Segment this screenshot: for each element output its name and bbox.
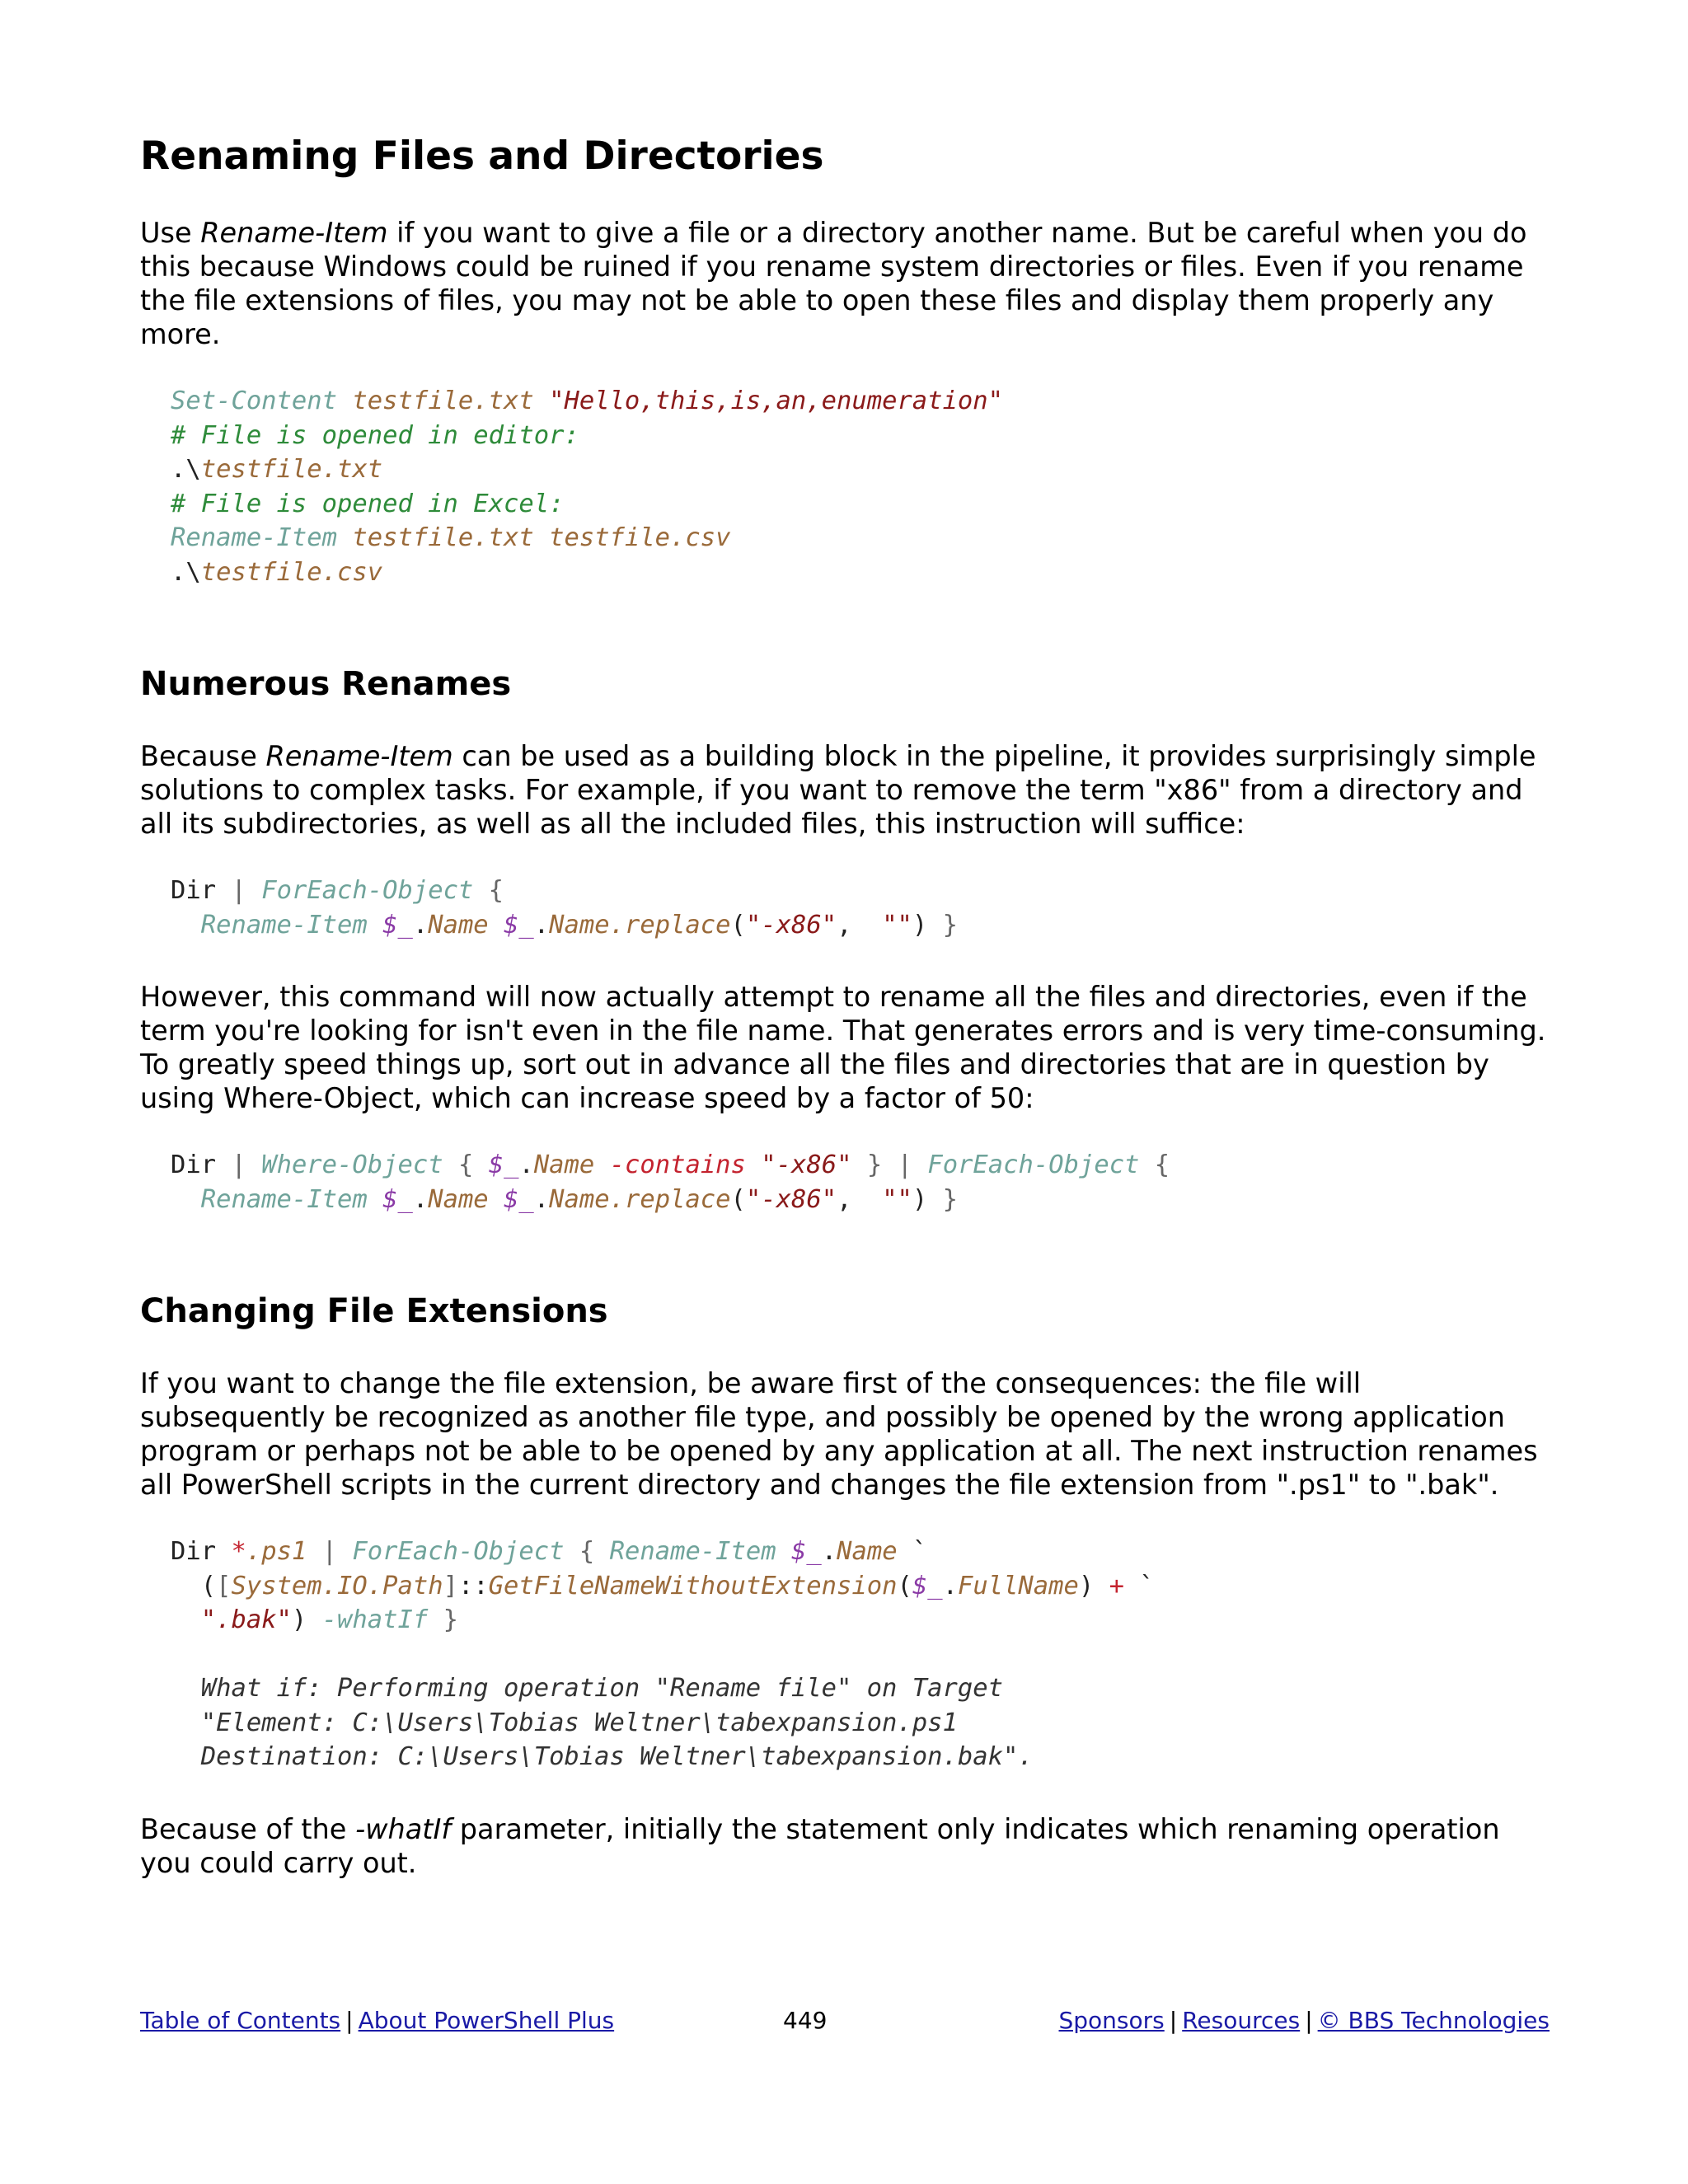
code-plain: (	[200, 1571, 217, 1601]
code-arg: Name	[837, 1537, 898, 1566]
code-punct: {	[488, 876, 504, 905]
footer-left	[140, 2004, 614, 2037]
section-title-extensions: Changing File Extensions	[140, 1292, 608, 1330]
code-plain: .	[533, 910, 550, 940]
code-block-rename	[140, 384, 1550, 589]
code-var: $_	[382, 1184, 413, 1214]
code-punct: |	[321, 1537, 338, 1566]
code-plain: Dir	[171, 876, 217, 905]
code-var: $_	[912, 1571, 943, 1601]
sponsors-link[interactable]: Sponsors	[1058, 2007, 1165, 2034]
code-cmd: ForEach-Object	[927, 1151, 1140, 1179]
text: Because	[140, 740, 266, 772]
about-powershell-plus-link[interactable]: About PowerShell Plus	[358, 2007, 615, 2034]
code-plain: Dir	[171, 1537, 217, 1566]
code-arg: FullName	[957, 1571, 1079, 1601]
code-punct: {	[457, 1151, 474, 1179]
section-title-numerous: Numerous Renames	[140, 665, 512, 703]
code-operator: *	[231, 1537, 246, 1566]
code-plain: )	[912, 1184, 928, 1214]
code-punct: }	[866, 1151, 883, 1179]
code-plain: )	[912, 910, 928, 940]
code-plain: ,	[837, 1184, 852, 1214]
code-arg: Name.replace	[549, 910, 731, 940]
code-block-foreach	[140, 874, 1550, 942]
code-string: ""	[882, 1184, 912, 1214]
paragraph-numerous-1	[140, 739, 1550, 841]
code-plain: )	[291, 1605, 307, 1634]
code-string: "-x86"	[761, 1151, 852, 1179]
code-plain: .	[533, 1184, 550, 1214]
code-plain: .\	[171, 557, 201, 587]
code-cmd: Where-Object	[261, 1151, 443, 1179]
page-number: 449	[783, 2007, 828, 2034]
code-cmd: Set-Content	[171, 387, 337, 415]
code-punct: }	[942, 1184, 959, 1214]
code-comment: # File is opened in editor:	[171, 420, 579, 450]
code-plain: `	[1139, 1571, 1155, 1601]
code-arg: .ps1	[246, 1537, 307, 1566]
code-plain: )	[1078, 1571, 1095, 1601]
code-plain: .	[821, 1537, 837, 1566]
separator: |	[345, 2007, 354, 2034]
page-footer	[140, 2004, 1550, 2037]
code-arg: testfile.txt	[352, 523, 534, 552]
code-plain: .	[518, 1151, 534, 1179]
code-arg: testfile.csv	[200, 557, 383, 587]
code-cmd: Rename-Item	[200, 910, 368, 940]
code-plain: (	[730, 1184, 746, 1214]
code-string: "-x86"	[745, 910, 837, 940]
code-var: $_	[504, 910, 534, 940]
code-var: $_	[791, 1537, 822, 1566]
code-plain: ::	[457, 1571, 489, 1601]
code-block-extension	[140, 1535, 1550, 1774]
footer-right	[1059, 2004, 1550, 2037]
separator: |	[1169, 2007, 1178, 2034]
resources-link[interactable]: Resources	[1182, 2007, 1301, 2034]
code-cmd: Rename-Item	[609, 1537, 776, 1566]
code-cmd: Rename-Item	[200, 1184, 368, 1214]
code-plain: Dir	[171, 1151, 217, 1179]
code-plain: .	[412, 910, 429, 940]
paragraph-extensions-2	[140, 1812, 1550, 1880]
code-plain: (	[897, 1571, 912, 1601]
code-string: ".bak"	[200, 1605, 292, 1634]
code-plain: .\	[171, 455, 201, 484]
code-output: "Element: C:\Users\Tobias Weltner\tabexpansion.ps1	[200, 1708, 958, 1737]
emphasis-rename-item: Rename-Item	[265, 740, 453, 772]
code-plain: (	[730, 910, 746, 940]
code-operator: +	[1109, 1571, 1124, 1601]
code-string: ""	[882, 910, 912, 940]
paragraph-renaming	[140, 216, 1550, 351]
code-punct: {	[1154, 1151, 1170, 1179]
code-arg: testfile.txt	[200, 455, 383, 484]
code-punct: |	[231, 876, 246, 905]
code-block-where	[140, 1148, 1550, 1216]
code-comment: # File is opened in Excel:	[171, 489, 565, 518]
code-arg: GetFileNameWithoutExtension	[488, 1571, 898, 1601]
table-of-contents-link[interactable]: Table of Contents	[140, 2007, 341, 2034]
code-punct: [	[216, 1571, 232, 1601]
code-arg: Name	[428, 1184, 489, 1214]
text: Use	[140, 217, 201, 249]
separator: |	[1305, 2007, 1313, 2034]
code-plain: .	[412, 1184, 429, 1214]
code-string: "-x86"	[745, 1184, 837, 1214]
emphasis-whatif: -whatIf	[355, 1812, 452, 1845]
text: can be used as a building block in the pipeline, it provides surprisingly simple solutions to complex tasks. For example, if you want to remove the term "x86" from a directory and all its subdirectories, as well as all the included files, this instruction will suffice:	[140, 740, 1536, 840]
code-var: $_	[504, 1184, 534, 1214]
code-cmd: ForEach-Object	[352, 1537, 565, 1566]
code-plain: .	[942, 1571, 958, 1601]
code-arg: testfile.txt	[352, 387, 534, 415]
code-plain: ,	[837, 910, 852, 940]
paragraph-numerous-2: However, this command will now actually attempt to rename all the files and directories, even if the term you're looking for isn't even in the file name. That generates errors and is very time-consuming. To greatly speed things up, sort out in advance all the files and directories that are in question by using Where-Object, which can increase speed by a factor of 50:	[140, 981, 1546, 1114]
code-string: "Hello,this,is,an,enumeration"	[549, 387, 1003, 415]
code-cmd: Rename-Item	[171, 523, 337, 552]
code-punct: ]	[443, 1571, 458, 1601]
paragraph-extensions-1: If you want to change the file extension, be aware first of the consequences: the file will subsequently be recognized as another file type, and possibly be opened by the wrong application program or perhaps not be able to be opened by any application at all. The next instruction renames all PowerShell scripts in the current directory and changes the file extension from ".ps1" to ".bak".	[140, 1367, 1538, 1501]
code-arg: Name	[533, 1151, 595, 1179]
code-var: $_	[382, 910, 413, 940]
code-punct: }	[942, 910, 959, 940]
section-title-renaming: Renaming Files and Directories	[140, 134, 824, 179]
code-arg: Name	[428, 910, 489, 940]
code-punct: }	[443, 1605, 458, 1634]
code-output: What if: Performing operation "Rename file" on Target	[200, 1674, 1003, 1703]
code-operator: -contains	[609, 1151, 746, 1179]
code-arg: System.IO.Path	[231, 1571, 443, 1601]
code-var: $_	[488, 1151, 519, 1179]
bbs-technologies-link[interactable]: © BBS Technologies	[1317, 2007, 1550, 2034]
page-content	[140, 132, 1550, 1880]
code-punct: {	[579, 1537, 595, 1566]
code-punct: |	[231, 1151, 246, 1179]
code-arg: testfile.csv	[549, 523, 731, 552]
code-param: -whatIf	[321, 1605, 429, 1634]
text: Because of the	[140, 1812, 356, 1845]
text: if you want to give a file or a directory another name. But be careful when you do this because Windows could be ruined if you rename system directories or files. Even if you rename the file extensions of files, you may not be able to open these files and display them properly any more.	[140, 217, 1527, 350]
code-cmd: ForEach-Object	[261, 876, 474, 905]
code-arg: Name.replace	[549, 1184, 731, 1214]
code-plain: `	[912, 1537, 928, 1566]
code-punct: |	[897, 1151, 912, 1179]
emphasis-rename-item: Rename-Item	[200, 217, 388, 249]
text: parameter, initially the statement only indicates which renaming operation you could carry out.	[140, 1812, 1500, 1879]
code-output: Destination: C:\Users\Tobias Weltner\tabexpansion.bak".	[200, 1742, 1034, 1771]
